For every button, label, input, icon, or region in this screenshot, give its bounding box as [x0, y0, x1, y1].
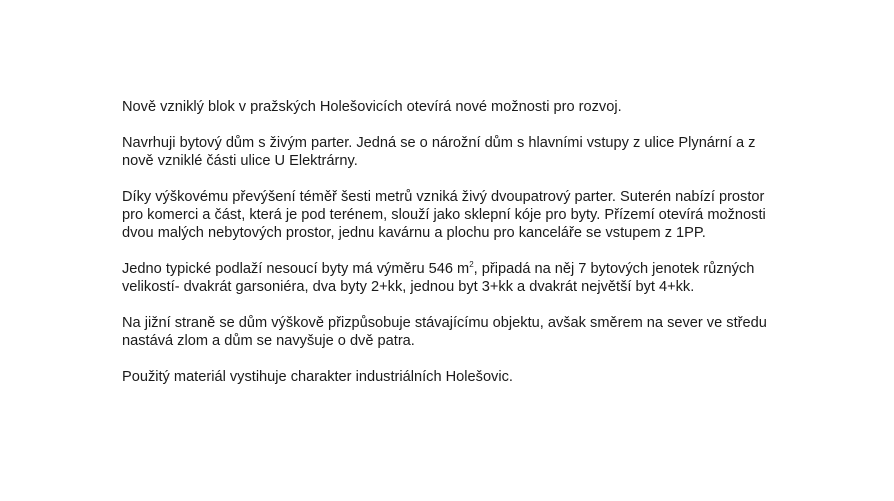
paragraph-intro: Nově vzniklý blok v pražských Holešovicích otevírá nové možnosti pro rozvoj. — [122, 99, 622, 115]
area-unit-superscript: 2 — [469, 260, 474, 270]
paragraph-floor-area — [122, 260, 822, 296]
paragraph-massing: Na jižní straně se dům výškově přizpůsobuje stávajícímu objektu, avšak směrem na sever ve středu nastává zlom a dům se navyšuje o dvě patra. — [122, 315, 767, 349]
document-body — [122, 98, 822, 386]
paragraph-parter: Díky výškovému převýšení téměř šesti metrů vzniká živý dvoupatrový parter. Suterén nabízí prostor pro komerci a část, která je pod terénem, slouží jako sklepní kóje pro byty. Přízemí otevírá možnosti dvou malých nebytových prostor, jednu kavárnu a plochu pro kanceláře se vstupem z 1PP. — [122, 189, 766, 241]
paragraph-concept: Navrhuji bytový dům s živým parter. Jedná se o nárožní dům s hlavními vstupy z ulice Plynární a z nově vzniklé části ulice U Elektrárny. — [122, 135, 756, 169]
floor-area-text-continued: , připadá na něj 7 bytových jenotek různých velikostí- dvakrát garsoniéra, dva byty 2+kk, jednou byt 3+kk a dvakrát největší byt 4+kk. — [122, 261, 755, 295]
paragraph-material: Použitý materiál vystihuje charakter industriálních Holešovic. — [122, 369, 513, 385]
floor-area-text: Jedno typické podlaží nesoucí byty má výměru 546 m — [122, 261, 470, 277]
